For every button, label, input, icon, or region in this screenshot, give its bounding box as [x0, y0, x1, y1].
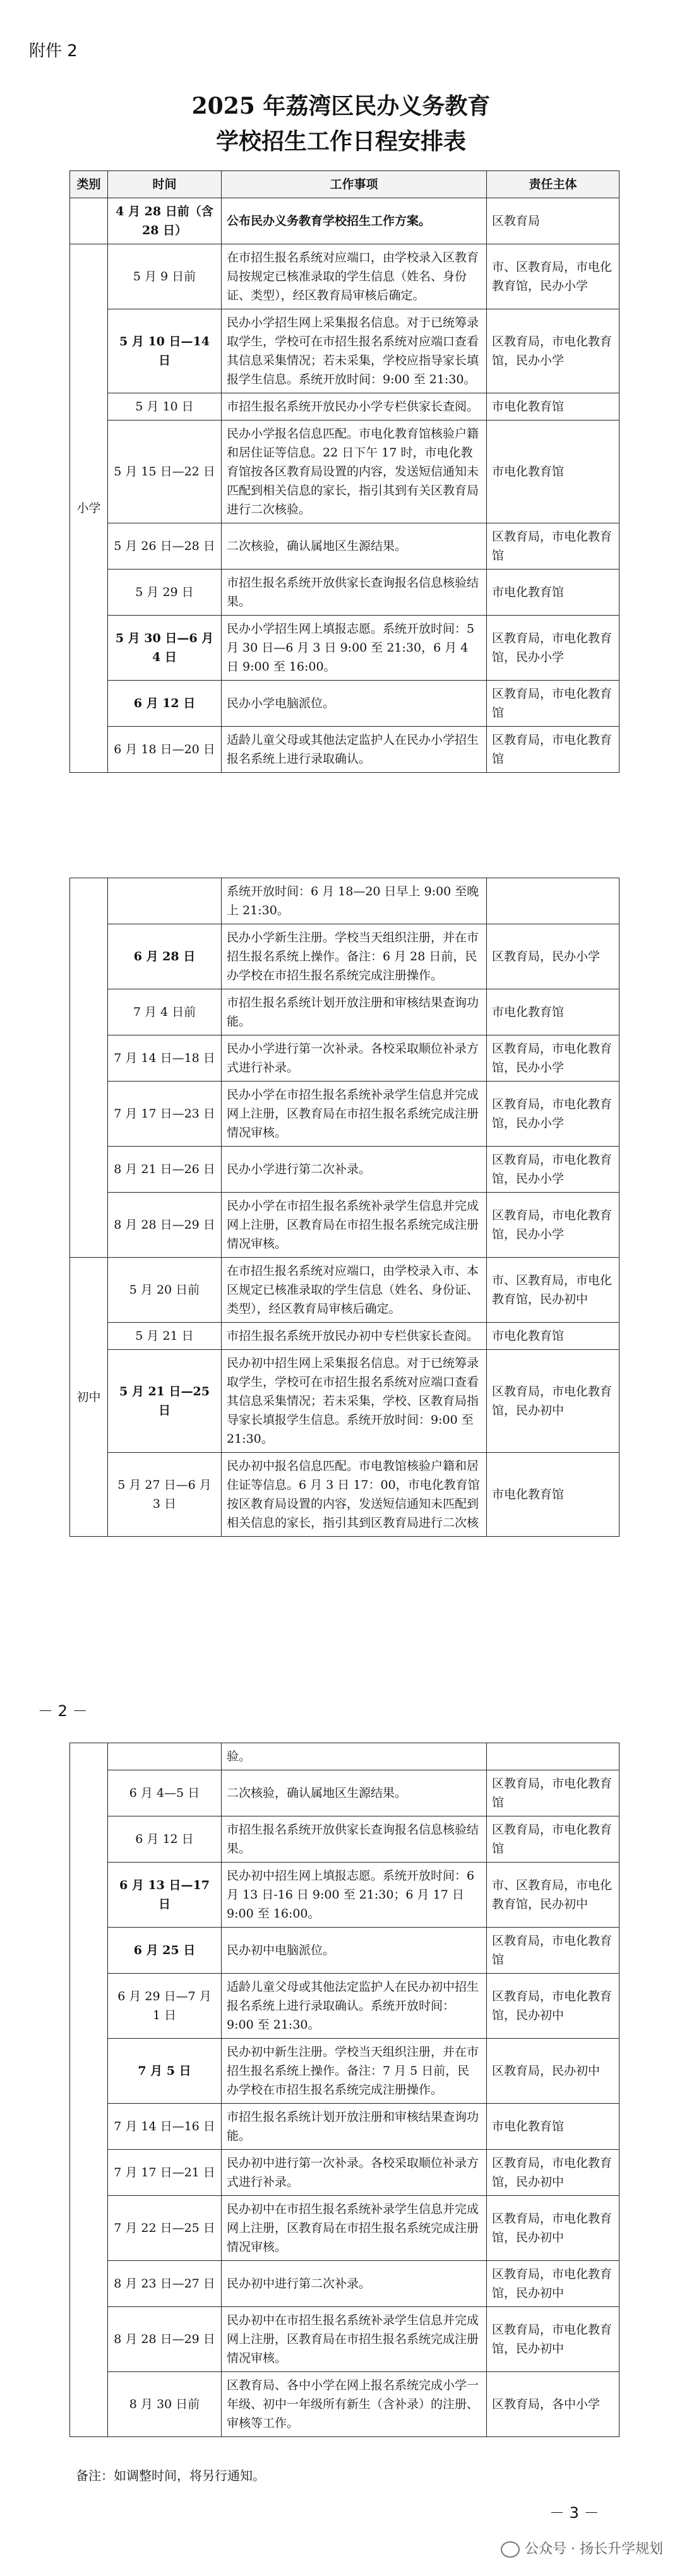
cell-time: 7 月 22 日—25 日 [108, 2196, 222, 2261]
table-row [70, 2150, 619, 2196]
schedule-table-page2 [69, 878, 619, 1537]
cell-time: 6 月 25 日 [108, 1928, 222, 1974]
table-row [70, 1035, 619, 1082]
cell-responsible: 区教育局，市电化教育馆 [487, 1816, 619, 1863]
cell-time: 8 月 23 日—27 日 [108, 2261, 222, 2307]
cell-task: 民办小学进行第一次补录。各校采取顺位补录方式进行补录。 [222, 1035, 487, 1082]
cell-responsible: 区教育局，市电化教育馆，民办初中 [487, 2196, 619, 2261]
attachment-label: 附件 2 [29, 42, 78, 61]
cell-responsible: 区教育局 [487, 198, 619, 244]
cell-responsible: 区教育局，市电化教育馆，民办初中 [487, 2150, 619, 2196]
table-row [70, 393, 619, 420]
cell-responsible: 区教育局，市电化教育馆 [487, 1928, 619, 1974]
cell-responsible: 区教育局，市电化教育馆，民办初中 [487, 1974, 619, 2039]
cell-task: 民办初中招生网上填报志愿。系统开放时间：6 月 13 日-16 日 9:00 至 21:30；6 月 17 日 9:00 至 16:00。 [222, 1863, 487, 1928]
cell-time: 8 月 21 日—26 日 [108, 1147, 222, 1193]
table-row [70, 989, 619, 1035]
table-row [70, 523, 619, 569]
document-title-line1: 2025 年荔湾区民办义务教育 [191, 93, 491, 119]
page-number-3: － 3 － [549, 2504, 599, 2522]
cell-time: 5 月 30 日—6 月 4 日 [108, 616, 222, 681]
header-task: 工作事项 [222, 171, 487, 198]
footnote: 备注：如调整时间，将另行通知。 [76, 2468, 265, 2483]
watermark [501, 2538, 663, 2558]
cell-task: 验。 [222, 1743, 487, 1770]
cell-category-blank [70, 198, 108, 244]
cell-task: 民办小学进行第二次补录。 [222, 1147, 487, 1193]
cell-time [108, 878, 222, 924]
cell-time: 7 月 17 日—21 日 [108, 2150, 222, 2196]
cell-time: 6 月 12 日 [108, 1816, 222, 1863]
table-row [70, 2307, 619, 2372]
table-row [70, 1974, 619, 2039]
table-row [70, 1082, 619, 1147]
cell-time: 6 月 13 日—17 日 [108, 1863, 222, 1928]
cell-time [108, 1743, 222, 1770]
cell-responsible: 区教育局，市电化教育馆 [487, 1770, 619, 1816]
cell-time: 6 月 4—5 日 [108, 1770, 222, 1816]
cell-responsible: 区教育局，市电化教育馆，民办初中 [487, 2261, 619, 2307]
cell-responsible [487, 878, 619, 924]
cell-responsible: 市电化教育馆 [487, 1323, 619, 1350]
cell-task: 适龄儿童父母或其他法定监护人在民办初中招生报名系统上进行录取确认。系统开放时间：9:00 至 21:30。 [222, 1974, 487, 2039]
table-row [70, 681, 619, 727]
cell-time: 5 月 21 日 [108, 1323, 222, 1350]
cell-task: 民办初中新生注册。学校当天组织注册，并在市招生报名系统上操作。备注：7 月 5 日前，民办学校在市招生报名系统完成注册操作。 [222, 2039, 487, 2104]
cell-task: 市招生报名系统开放民办小学专栏供家长查阅。 [222, 393, 487, 420]
cell-category-middle: 初中 [70, 1258, 108, 1537]
cell-task: 系统开放时间：6 月 18—20 日早上 9:00 至晚上 21:30。 [222, 878, 487, 924]
cell-time: 6 月 18 日—20 日 [108, 727, 222, 773]
cell-responsible: 市、区教育局，市电化教育馆，民办初中 [487, 1863, 619, 1928]
cell-task: 民办小学新生注册。学校当天组织注册，并在市招生报名系统上操作。备注：6 月 28 日前，民办学校在市招生报名系统完成注册操作。 [222, 924, 487, 989]
watermark-text: 公众号 · 扬长升学规划 [525, 2541, 663, 2557]
header-responsible: 责任主体 [487, 171, 619, 198]
cell-responsible: 区教育局，市电化教育馆 [487, 727, 619, 773]
cell-responsible: 区教育局，市电化教育馆，民办小学 [487, 616, 619, 681]
cell-responsible: 市电化教育馆 [487, 1453, 619, 1537]
cell-time: 5 月 26 日—28 日 [108, 523, 222, 569]
table-row [70, 420, 619, 523]
cell-responsible: 市电化教育馆 [487, 989, 619, 1035]
cell-responsible: 区教育局，市电化教育馆，民办小学 [487, 309, 619, 393]
table-row [70, 2196, 619, 2261]
cell-responsible: 区教育局，市电化教育馆 [487, 523, 619, 569]
cell-task: 市招生报名系统计划开放注册和审核结果查询功能。 [222, 2104, 487, 2150]
cell-time: 7 月 5 日 [108, 2039, 222, 2104]
table-row [70, 309, 619, 393]
cell-task: 市招生报名系统开放供家长查询报名信息核验结果。 [222, 569, 487, 616]
cell-responsible: 区教育局，市电化教育馆，民办初中 [487, 2307, 619, 2372]
table-row [70, 569, 619, 616]
cell-time: 7 月 14 日—18 日 [108, 1035, 222, 1082]
cell-time: 7 月 14 日—16 日 [108, 2104, 222, 2150]
cell-task: 民办小学在市招生报名系统补录学生信息并完成网上注册，区教育局在市招生报名系统完成注册情况审核。 [222, 1082, 487, 1147]
cell-responsible: 区教育局，市电化教育馆，民办小学 [487, 1035, 619, 1082]
cell-time: 5 月 10 日 [108, 393, 222, 420]
cell-task: 民办小学电脑派位。 [222, 681, 487, 727]
cell-responsible: 区教育局，市电化教育馆，民办初中 [487, 1350, 619, 1453]
cell-task: 市招生报名系统开放供家长查询报名信息核验结果。 [222, 1816, 487, 1863]
cell-time: 6 月 28 日 [108, 924, 222, 989]
cell-responsible: 区教育局，各中小学 [487, 2372, 619, 2437]
cell-time: 6 月 12 日 [108, 681, 222, 727]
cell-task: 民办小学报名信息匹配。市电化教育馆核验户籍和居住证等信息。22 日下午 17 时，市电化教育馆按各区教育局设置的内容，发送短信通知未匹配到相关信息的家长，指引其到有关区教育局进行二次核验。 [222, 420, 487, 523]
cell-task: 市招生报名系统计划开放注册和审核结果查询功能。 [222, 989, 487, 1035]
cell-time: 5 月 9 日前 [108, 244, 222, 309]
cell-time: 5 月 27 日—6 月 3 日 [108, 1453, 222, 1537]
cell-category-blank [70, 878, 108, 1258]
cell-task: 二次核验，确认属地区生源结果。 [222, 1770, 487, 1816]
cell-task: 二次核验，确认属地区生源结果。 [222, 523, 487, 569]
cell-task: 市招生报名系统开放民办初中专栏供家长查阅。 [222, 1323, 487, 1350]
table-row [70, 878, 619, 924]
table-row [70, 616, 619, 681]
cell-responsible: 市电化教育馆 [487, 2104, 619, 2150]
table-row [70, 198, 619, 244]
page-number-2: － 2 － [38, 1702, 88, 1720]
wechat-icon [501, 2541, 520, 2558]
cell-time: 5 月 10 日—14 日 [108, 309, 222, 393]
table-row [70, 2104, 619, 2150]
header-category: 类别 [70, 171, 108, 198]
cell-time: 5 月 29 日 [108, 569, 222, 616]
schedule-table-page1 [69, 170, 619, 773]
table-row [70, 1323, 619, 1350]
cell-task: 民办初中招生网上采集报名信息。对于已统筹录取学生，学校可在市招生报名系统对应端口查看其信息采集情况；若未采集，学校、区教育局指导家长填报学生信息。系统开放时间：9:00 至 21:30。 [222, 1350, 487, 1453]
cell-task: 在市招生报名系统对应端口，由学校录入市、本区规定已核准录取的学生信息（姓名、身份证、类型），经区教育局审核后确定。 [222, 1258, 487, 1323]
table-row [70, 1147, 619, 1193]
cell-responsible: 市电化教育馆 [487, 569, 619, 616]
table-row [70, 727, 619, 773]
cell-task: 民办小学招生网上采集报名信息。对于已统筹录取学生，学校可在市招生报名系统对应端口查看其信息采集情况；若未采集，学校应指导家长填报学生信息。系统开放时间：9:00 至 21:30。 [222, 309, 487, 393]
table-row [70, 2261, 619, 2307]
cell-task: 民办初中进行第二次补录。 [222, 2261, 487, 2307]
table-row [70, 1453, 619, 1537]
cell-task: 民办初中电脑派位。 [222, 1928, 487, 1974]
table-row [70, 1863, 619, 1928]
cell-responsible: 区教育局，民办小学 [487, 924, 619, 989]
cell-responsible: 区教育局，市电化教育馆，民办小学 [487, 1193, 619, 1258]
cell-task: 民办初中在市招生报名系统补录学生信息并完成网上注册，区教育局在市招生报名系统完成注册情况审核。 [222, 2307, 487, 2372]
table-row [70, 2039, 619, 2104]
table-row [70, 1350, 619, 1453]
cell-time: 5 月 21 日—25 日 [108, 1350, 222, 1453]
cell-responsible: 市电化教育馆 [487, 393, 619, 420]
cell-time: 5 月 15 日—22 日 [108, 420, 222, 523]
table-row [70, 1928, 619, 1974]
cell-responsible: 市电化教育馆 [487, 420, 619, 523]
cell-task: 民办初中在市招生报名系统补录学生信息并完成网上注册，区教育局在市招生报名系统完成注册情况审核。 [222, 2196, 487, 2261]
cell-task: 在市招生报名系统对应端口，由学校录入区教育局按规定已核准录取的学生信息（姓名、身份证、类型），经区教育局审核后确定。 [222, 244, 487, 309]
cell-task: 民办初中报名信息匹配。市电教馆核验户籍和居住证等信息。6 月 3 日 17：00，市电化教育馆按区教育局设置的内容，发送短信通知未匹配到相关信息的家长，指引其到区教育局进行二次核 [222, 1453, 487, 1537]
cell-task: 民办初中进行第一次补录。各校采取顺位补录方式进行补录。 [222, 2150, 487, 2196]
cell-responsible: 区教育局，市电化教育馆，民办小学 [487, 1082, 619, 1147]
cell-category-blank [70, 1743, 108, 2437]
cell-responsible [487, 1743, 619, 1770]
cell-task: 适龄儿童父母或其他法定监护人在民办小学招生报名系统上进行录取确认。 [222, 727, 487, 773]
cell-task: 公布民办义务教育学校招生工作方案。 [222, 198, 487, 244]
cell-time: 6 月 29 日—7 月 1 日 [108, 1974, 222, 2039]
table-row [70, 924, 619, 989]
table-row [70, 2372, 619, 2437]
cell-time: 4 月 28 日前（含 28 日） [108, 198, 222, 244]
cell-task: 区教育局、各中小学在网上报名系统完成小学一年级、初中一年级所有新生（含补录）的注册、审核等工作。 [222, 2372, 487, 2437]
cell-time: 5 月 20 日前 [108, 1258, 222, 1323]
table-row [70, 1743, 619, 1770]
cell-responsible: 区教育局，市电化教育馆，民办小学 [487, 1147, 619, 1193]
table-row [70, 1258, 619, 1323]
table-row [70, 1193, 619, 1258]
cell-task: 民办小学招生网上填报志愿。系统开放时间：5 月 30 日—6 月 3 日 9:00 至 21:30，6 月 4 日 9:00 至 16:00。 [222, 616, 487, 681]
cell-time: 7 月 17 日—23 日 [108, 1082, 222, 1147]
header-time: 时间 [108, 171, 222, 198]
document-title-line2: 学校招生工作日程安排表 [215, 128, 466, 155]
cell-time: 8 月 30 日前 [108, 2372, 222, 2437]
cell-responsible: 区教育局，民办初中 [487, 2039, 619, 2104]
cell-responsible: 区教育局，市电化教育馆 [487, 681, 619, 727]
cell-time: 8 月 28 日—29 日 [108, 2307, 222, 2372]
cell-time: 7 月 4 日前 [108, 989, 222, 1035]
cell-task: 民办小学在市招生报名系统补录学生信息并完成网上注册，区教育局在市招生报名系统完成注册情况审核。 [222, 1193, 487, 1258]
table-row [70, 1816, 619, 1863]
table-row [70, 1770, 619, 1816]
cell-category-primary: 小学 [70, 244, 108, 773]
cell-responsible: 市、区教育局，市电化教育馆，民办小学 [487, 244, 619, 309]
cell-responsible: 市、区教育局，市电化教育馆，民办初中 [487, 1258, 619, 1323]
table-row [70, 244, 619, 309]
cell-time: 8 月 28 日—29 日 [108, 1193, 222, 1258]
schedule-table-page3 [69, 1743, 619, 2437]
